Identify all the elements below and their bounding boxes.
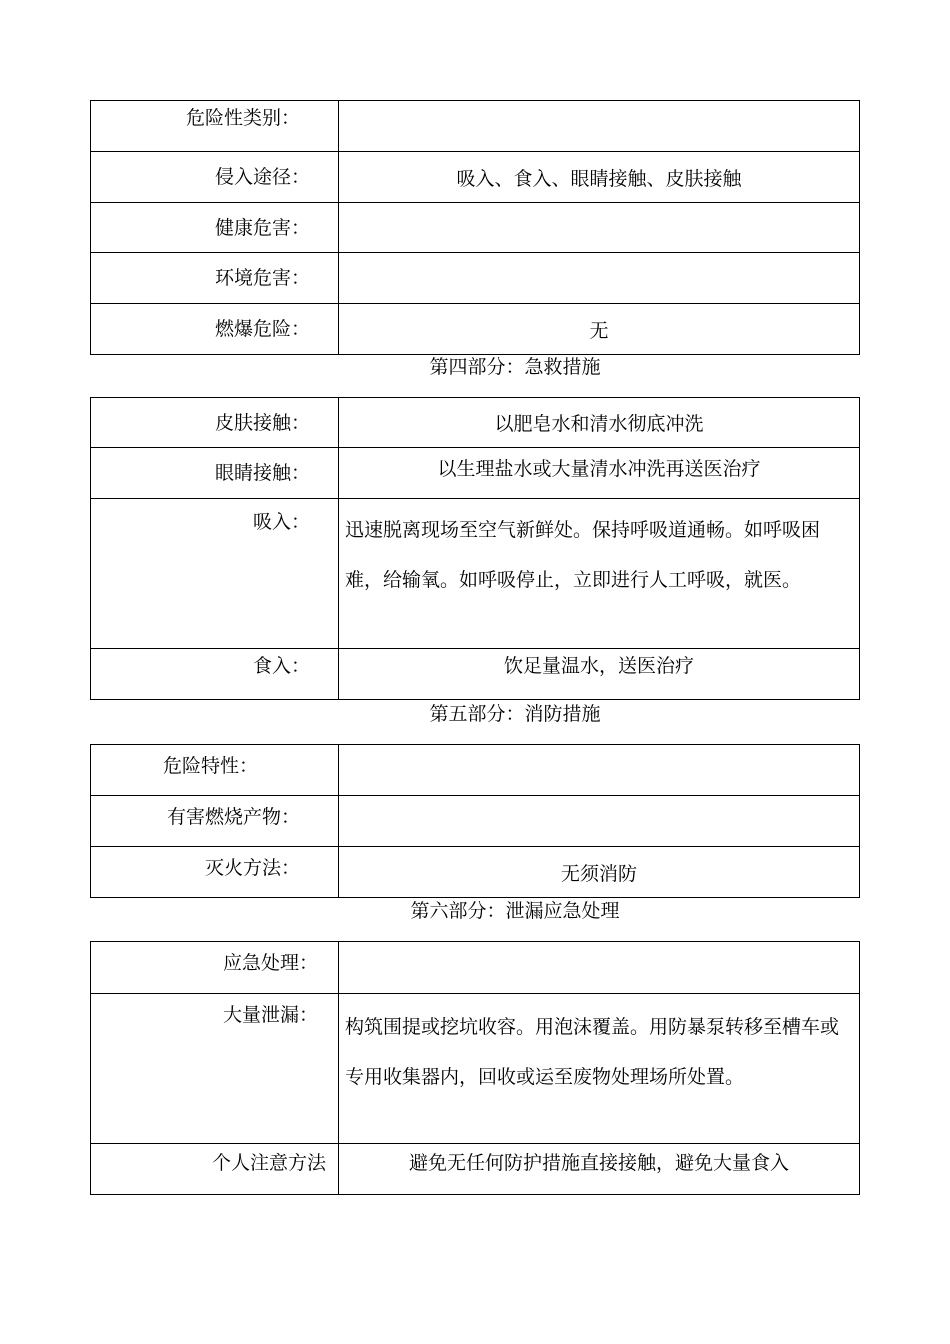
table-row <box>91 499 860 649</box>
row-label: 灭火方法： <box>91 847 339 898</box>
row-value <box>339 253 860 304</box>
row-value: 避免无任何防护措施直接接触，避免大量食入 <box>339 1144 860 1195</box>
row-value <box>339 203 860 253</box>
row-value: 迅速脱离现场至空气新鲜处。保持呼吸道通畅。如呼吸困难，给输氧。如呼吸停止，立即进行人工呼吸，就医。 <box>339 499 860 649</box>
row-value: 构筑围提或挖坑收容。用泡沫覆盖。用防暴泵转移至槽车或专用收集器内，回收或运至废物处理场所处置。 <box>339 994 860 1144</box>
table-row <box>91 101 860 152</box>
table-row <box>91 448 860 499</box>
table-row <box>91 1144 860 1195</box>
table-row <box>91 649 860 700</box>
row-label: 环境危害： <box>91 253 339 304</box>
row-label: 食入： <box>91 649 339 700</box>
row-label: 危险性类别： <box>91 101 339 152</box>
first-aid-table <box>90 397 860 700</box>
row-label: 大量泄漏： <box>91 994 339 1144</box>
table-row <box>91 304 860 355</box>
row-label: 眼睛接触： <box>91 448 339 499</box>
table-row <box>91 847 860 898</box>
row-value <box>339 101 860 152</box>
table-row <box>91 203 860 253</box>
row-value: 饮足量温水，送医治疗 <box>339 649 860 700</box>
row-value: 无须消防 <box>339 847 860 898</box>
table-row <box>91 994 860 1144</box>
row-value <box>339 942 860 994</box>
section-title: 第四部分：急救措施 <box>429 356 601 378</box>
spill-table <box>90 941 860 1195</box>
row-value <box>339 745 860 796</box>
table-row <box>91 745 860 796</box>
row-label: 应急处理： <box>91 942 339 994</box>
row-value: 以生理盐水或大量清水冲洗再送医治疗 <box>339 448 860 499</box>
hazard-table <box>90 100 860 355</box>
table-row <box>91 942 860 994</box>
firefighting-table <box>90 744 860 898</box>
table-row <box>91 253 860 304</box>
row-label: 皮肤接触： <box>91 398 339 448</box>
table-row <box>91 796 860 847</box>
row-value: 吸入、食入、眼睛接触、皮肤接触 <box>339 152 860 203</box>
row-label: 吸入： <box>91 499 339 649</box>
row-label: 危险特性： <box>91 745 339 796</box>
section-title: 第六部分：泄漏应急处理 <box>410 900 620 922</box>
row-label: 个人注意方法 <box>91 1144 339 1195</box>
section-title: 第五部分：消防措施 <box>429 703 601 725</box>
row-label: 健康危害： <box>91 203 339 253</box>
table-row <box>91 398 860 448</box>
row-label: 有害燃烧产物： <box>91 796 339 847</box>
row-value <box>339 796 860 847</box>
row-value: 以肥皂水和清水彻底冲洗 <box>339 398 860 448</box>
row-label: 燃爆危险： <box>91 304 339 355</box>
row-value: 无 <box>339 304 860 355</box>
table-row <box>91 152 860 203</box>
row-label: 侵入途径： <box>91 152 339 203</box>
